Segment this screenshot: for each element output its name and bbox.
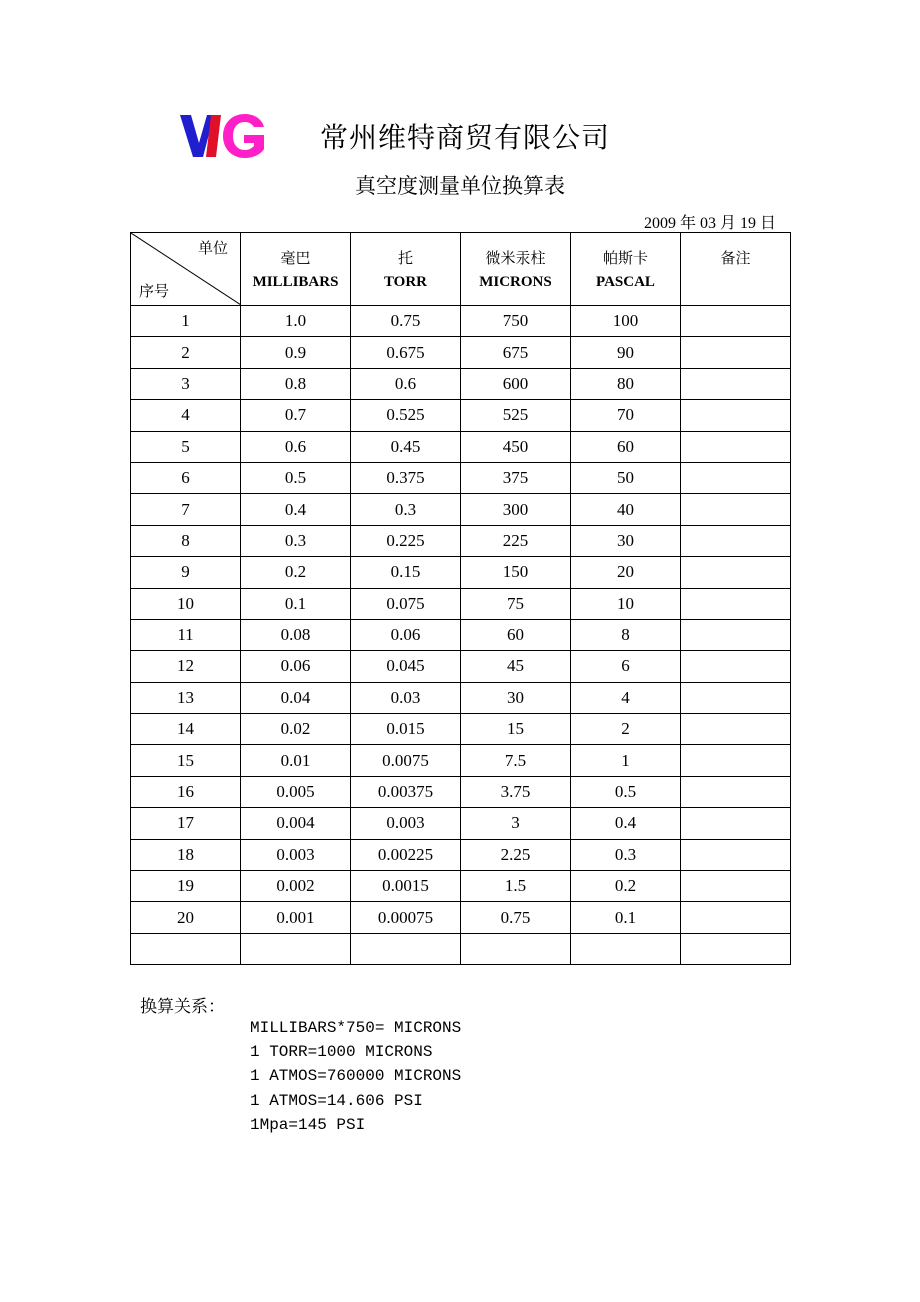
cell-seq: 8 (131, 525, 241, 556)
cell-remarks (681, 745, 791, 776)
cell-remarks (681, 808, 791, 839)
cell-remarks (681, 588, 791, 619)
company-name: 常州维特商贸有限公司 (320, 121, 611, 154)
company-logo (180, 113, 266, 159)
table-row (131, 619, 791, 650)
document-title: 真空度测量单位换算表 (355, 174, 565, 198)
cell-microns: 0.75 (461, 902, 571, 933)
formula-line: 1 ATMOS=14.606 PSI (250, 1091, 423, 1110)
cell-torr: 0.3 (351, 494, 461, 525)
table-row (131, 839, 791, 870)
cell-seq: 7 (131, 494, 241, 525)
cell-microns: 750 (461, 306, 571, 337)
cell-remarks (681, 337, 791, 368)
table-row (131, 651, 791, 682)
cell-millibars: 0.06 (241, 651, 351, 682)
cell-remarks (681, 839, 791, 870)
cell-millibars: 0.6 (241, 431, 351, 462)
cell-seq: 10 (131, 588, 241, 619)
column-header-en: MICRONS (479, 274, 552, 290)
cell-remarks (681, 714, 791, 745)
cell-pascal: 2 (571, 714, 681, 745)
cell-microns: 2.25 (461, 839, 571, 870)
table-row (131, 431, 791, 462)
column-header-millibars (241, 233, 351, 306)
table-row (131, 745, 791, 776)
cell-remarks (681, 776, 791, 807)
cell-pascal: 10 (571, 588, 681, 619)
table-row (131, 871, 791, 902)
cell-remarks (681, 462, 791, 493)
cell-millibars: 0.01 (241, 745, 351, 776)
column-header-cn: 毫巴 (280, 249, 311, 267)
cell-remarks (681, 619, 791, 650)
column-header-en: PASCAL (596, 274, 655, 290)
cell-torr: 0.0015 (351, 871, 461, 902)
cell-pascal: 80 (571, 368, 681, 399)
cell-torr: 0.45 (351, 431, 461, 462)
conversion-title: 换算关系： (140, 997, 225, 1017)
table-row (131, 494, 791, 525)
cell-millibars: 0.2 (241, 557, 351, 588)
cell-remarks (681, 494, 791, 525)
formula-line: 1 ATMOS=760000 MICRONS (250, 1067, 462, 1086)
column-header-microns (461, 233, 571, 306)
cell-millibars: 0.7 (241, 400, 351, 431)
cell-seq: 4 (131, 400, 241, 431)
formula-line: MILLIBARS*750= MICRONS (250, 1019, 462, 1037)
cell-pascal: 0.4 (571, 808, 681, 839)
cell-remarks (681, 651, 791, 682)
cell-torr: 0.375 (351, 462, 461, 493)
cell-seq: 2 (131, 337, 241, 368)
cell-seq: 11 (131, 619, 241, 650)
cell-pascal: 1 (571, 745, 681, 776)
cell-millibars: 0.5 (241, 462, 351, 493)
cell-torr: 0.015 (351, 714, 461, 745)
column-header-remarks (681, 233, 791, 306)
cell-torr: 0.075 (351, 588, 461, 619)
cell-torr: 0.06 (351, 619, 461, 650)
cell-torr: 0.003 (351, 808, 461, 839)
cell-microns: 375 (461, 462, 571, 493)
column-header-torr (351, 233, 461, 306)
cell-microns: 450 (461, 431, 571, 462)
cell-millibars: 0.3 (241, 525, 351, 556)
cell-pascal: 0.2 (571, 871, 681, 902)
table-row (131, 902, 791, 933)
cell-pascal (571, 933, 681, 964)
cell-remarks (681, 306, 791, 337)
cell-microns: 15 (461, 714, 571, 745)
corner-header-cell (131, 233, 241, 306)
cell-torr: 0.15 (351, 557, 461, 588)
cell-seq: 1 (131, 306, 241, 337)
cell-remarks (681, 368, 791, 399)
cell-pascal: 60 (571, 431, 681, 462)
cell-millibars: 0.1 (241, 588, 351, 619)
cell-microns: 300 (461, 494, 571, 525)
cell-seq: 6 (131, 462, 241, 493)
table-row (131, 557, 791, 588)
cell-millibars (241, 933, 351, 964)
table-row (131, 525, 791, 556)
cell-pascal: 30 (571, 525, 681, 556)
cell-microns: 7.5 (461, 745, 571, 776)
column-header-en: TORR (383, 274, 428, 290)
corner-seq-label: 序号 (139, 282, 170, 300)
cell-millibars: 0.9 (241, 337, 351, 368)
cell-seq: 13 (131, 682, 241, 713)
column-header-cn: 微米汞柱 (485, 249, 546, 267)
table-row (131, 588, 791, 619)
cell-millibars: 0.08 (241, 619, 351, 650)
cell-remarks (681, 431, 791, 462)
cell-remarks (681, 871, 791, 902)
column-header-pascal (571, 233, 681, 306)
cell-millibars: 0.002 (241, 871, 351, 902)
cell-pascal: 0.1 (571, 902, 681, 933)
cell-remarks (681, 682, 791, 713)
table-row (131, 933, 791, 964)
conversion-formulas (250, 1016, 461, 1137)
table-row (131, 400, 791, 431)
cell-seq: 5 (131, 431, 241, 462)
cell-torr: 0.00075 (351, 902, 461, 933)
column-header-cn: 帕斯卡 (602, 249, 648, 267)
cell-torr: 0.6 (351, 368, 461, 399)
cell-remarks (681, 557, 791, 588)
formula-line: 1 TORR=1000 MICRONS (250, 1043, 433, 1062)
table-row (131, 808, 791, 839)
cell-millibars: 0.001 (241, 902, 351, 933)
cell-microns: 675 (461, 337, 571, 368)
cell-pascal: 6 (571, 651, 681, 682)
cell-microns: 150 (461, 557, 571, 588)
cell-torr: 0.00375 (351, 776, 461, 807)
cell-millibars: 0.003 (241, 839, 351, 870)
cell-microns: 600 (461, 368, 571, 399)
cell-pascal: 50 (571, 462, 681, 493)
cell-torr: 0.045 (351, 651, 461, 682)
cell-pascal: 20 (571, 557, 681, 588)
cell-remarks (681, 525, 791, 556)
cell-seq: 18 (131, 839, 241, 870)
cell-torr: 0.225 (351, 525, 461, 556)
cell-millibars: 0.8 (241, 368, 351, 399)
cell-torr (351, 933, 461, 964)
cell-pascal: 0.5 (571, 776, 681, 807)
cell-torr: 0.75 (351, 306, 461, 337)
cell-remarks (681, 400, 791, 431)
cell-microns: 225 (461, 525, 571, 556)
cell-microns: 3.75 (461, 776, 571, 807)
column-header-cn: 备注 (720, 249, 751, 267)
cell-torr: 0.0075 (351, 745, 461, 776)
cell-millibars: 0.004 (241, 808, 351, 839)
cell-pascal: 40 (571, 494, 681, 525)
cell-seq: 17 (131, 808, 241, 839)
cell-seq: 16 (131, 776, 241, 807)
cell-microns (461, 933, 571, 964)
cell-seq: 12 (131, 651, 241, 682)
table-row (131, 776, 791, 807)
column-header-en: MILLIBARS (252, 274, 339, 290)
cell-millibars: 0.02 (241, 714, 351, 745)
cell-microns: 525 (461, 400, 571, 431)
cell-microns: 45 (461, 651, 571, 682)
table-row (131, 368, 791, 399)
conversion-table (130, 232, 791, 965)
cell-microns: 3 (461, 808, 571, 839)
cell-seq: 20 (131, 902, 241, 933)
cell-torr: 0.675 (351, 337, 461, 368)
cell-microns: 75 (461, 588, 571, 619)
cell-torr: 0.03 (351, 682, 461, 713)
cell-seq: 3 (131, 368, 241, 399)
table-header-row (131, 233, 791, 306)
table-row (131, 462, 791, 493)
cell-seq (131, 933, 241, 964)
table-row (131, 306, 791, 337)
formula-line: 1Mpa=145 PSI (250, 1115, 366, 1134)
cell-remarks (681, 933, 791, 964)
cell-pascal: 100 (571, 306, 681, 337)
cell-pascal: 8 (571, 619, 681, 650)
corner-unit-label: 单位 (197, 239, 228, 257)
cell-millibars: 0.04 (241, 682, 351, 713)
column-header-cn: 托 (397, 249, 413, 267)
cell-torr: 0.525 (351, 400, 461, 431)
cell-torr: 0.00225 (351, 839, 461, 870)
cell-remarks (681, 902, 791, 933)
table-row (131, 337, 791, 368)
cell-microns: 1.5 (461, 871, 571, 902)
cell-seq: 9 (131, 557, 241, 588)
cell-seq: 15 (131, 745, 241, 776)
table-row (131, 714, 791, 745)
cell-millibars: 1.0 (241, 306, 351, 337)
table-row (131, 682, 791, 713)
cell-pascal: 4 (571, 682, 681, 713)
cell-pascal: 0.3 (571, 839, 681, 870)
cell-seq: 14 (131, 714, 241, 745)
cell-millibars: 0.005 (241, 776, 351, 807)
cell-millibars: 0.4 (241, 494, 351, 525)
cell-seq: 19 (131, 871, 241, 902)
cell-pascal: 90 (571, 337, 681, 368)
cell-microns: 60 (461, 619, 571, 650)
cell-microns: 30 (461, 682, 571, 713)
cell-pascal: 70 (571, 400, 681, 431)
document-date: 2009 年 03 月 19 日 (643, 215, 776, 232)
